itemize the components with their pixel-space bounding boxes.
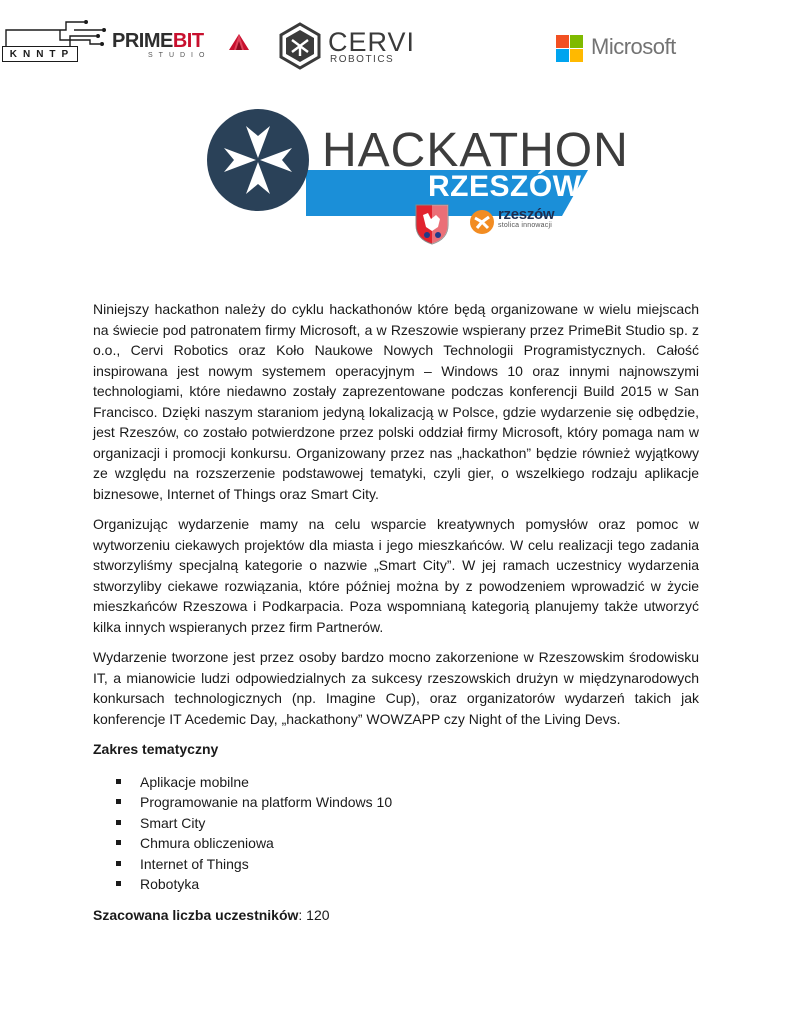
- maltese-cross-badge-icon: [206, 108, 310, 212]
- list-item: [93, 854, 699, 875]
- participants-estimate: [93, 905, 699, 926]
- square-bullet-icon: [116, 840, 121, 845]
- rzeszow-logo-name: rzeszów: [498, 206, 555, 223]
- estimate-label: Szacowana liczba uczestników: [93, 906, 299, 923]
- cervi-name: CERVI: [328, 27, 416, 57]
- cervi-subtitle: ROBOTICS: [330, 54, 395, 65]
- square-bullet-icon: [116, 820, 121, 825]
- list-item: [93, 874, 699, 895]
- microsoft-name: Microsoft: [591, 34, 676, 59]
- cervi-robotics-logo: [278, 18, 416, 76]
- list-item: [93, 792, 699, 813]
- primebit-name: PRIME: [112, 30, 173, 52]
- topics-heading: Zakres tematyczny: [93, 741, 219, 757]
- estimate-value: : 120: [298, 906, 330, 923]
- primebit-name-accent: BIT: [172, 30, 204, 52]
- rzeszow-star-icon: [468, 208, 496, 236]
- list-item: [93, 813, 699, 834]
- square-bullet-icon: [116, 881, 121, 886]
- rzeszow-logo-subtitle: stolica innowacji: [498, 222, 552, 229]
- list-item: [93, 772, 699, 793]
- paragraph-organizers: Wydarzenie tworzone jest przez osoby bardzo mocno zakorzenione w Rzeszowskim środowisku IT, a mianowicie ludzi odpowiedzialnych za sukcesy rzeszowskich drużyn w międzynarodowych konkursach technologicznych (np. Imagine Cup), oraz organizatorów wydarzeń takich jak konferencje IT Acedemic Day, „hackathony” WOWZAPP czy Night of the Living Devs.: [93, 649, 699, 727]
- document-body: [93, 299, 699, 925]
- square-bullet-icon: [116, 779, 121, 784]
- cervi-hexagon-icon: [278, 22, 322, 70]
- list-item-text: Aplikacje mobilne: [140, 773, 249, 790]
- rzeszow-label: RZESZÓW: [428, 170, 582, 203]
- paragraph-intro: Niniejszy hackathon należy do cyklu hackathonów które będą organizowane w wielu miejscach na świecie pod patronatem firmy Microsoft, a w Rzeszowie wspierany przez PrimeBit Studio sp. z o.o., Cervi Robotics oraz Koło Naukowe Nowych Technologii Programistycznych. Całość inspirowana jest nowym systemem operacyjnym – Windows 10 oraz innymi najnowszymi technologiami, które niedawno zostały zaprezentowane podczas konferencji Build 2015 w San Francisco. Dzięki naszym staraniom jedyną lokalizacją w Polsce, gdzie wydarzenie się odbędzie, jest Rzeszów, co zostało potwierdzone przez polski oddział firmy Microsoft, który pomaga nam w organizacji i promocji konkursu. Organizowany przez nas „hackathon” będzie również wyjątkowy ze względu na rozszerzenie podstawowej tematyki, czyli gier, o wszelkiego rodzaju aplikacje biznesowe, Internet of Things oraz Smart City.: [93, 301, 699, 502]
- list-item-text: Robotyka: [140, 876, 200, 892]
- list-item-text: Internet of Things: [140, 855, 249, 872]
- circuit-lines-icon: [0, 18, 110, 48]
- sponsor-logos-row: [0, 18, 791, 76]
- microsoft-windows-icon: [556, 35, 583, 62]
- primebit-logo: [112, 30, 252, 66]
- list-item-text: Smart City: [140, 814, 206, 831]
- microsoft-logo: [556, 28, 696, 64]
- paragraph-goals: Organizując wydarzenie mamy na celu wsparcie kreatywnych pomysłów oraz pomoc w wytworzeniu ciekawych projektów dla miasta i jego mieszkańców. W celu realizacji tego zadania stworzyliśmy specjalną kategorie o nazwie „Smart City”. W jej ramach uczestnicy wydarzenia stworzyliby ciekawe rozwiązania, które później można by z powodzeniem wprowadzić w życie mieszkańców Rzeszowa i Podkarpacia. Poza wspomnianą kategorią planujemy także utworzyć kilka innych wspieranych przez firm Partnerów.: [93, 516, 699, 635]
- square-bullet-icon: [116, 861, 121, 866]
- kntp-name: KNNTP: [2, 46, 78, 62]
- list-item: [93, 833, 699, 854]
- topics-list: [93, 772, 699, 895]
- hackathon-title: HACKATHON: [322, 124, 629, 177]
- rzeszow-innovation-logo: [468, 208, 568, 238]
- list-item-text: Chmura obliczeniowa: [140, 835, 274, 851]
- list-item-text: Programowanie na platform Windows 10: [140, 794, 393, 810]
- primebit-subtitle: STUDIO: [148, 52, 211, 59]
- square-bullet-icon: [116, 799, 121, 804]
- coat-of-arms-icon: [414, 203, 450, 245]
- primebit-gem-icon: [228, 33, 250, 53]
